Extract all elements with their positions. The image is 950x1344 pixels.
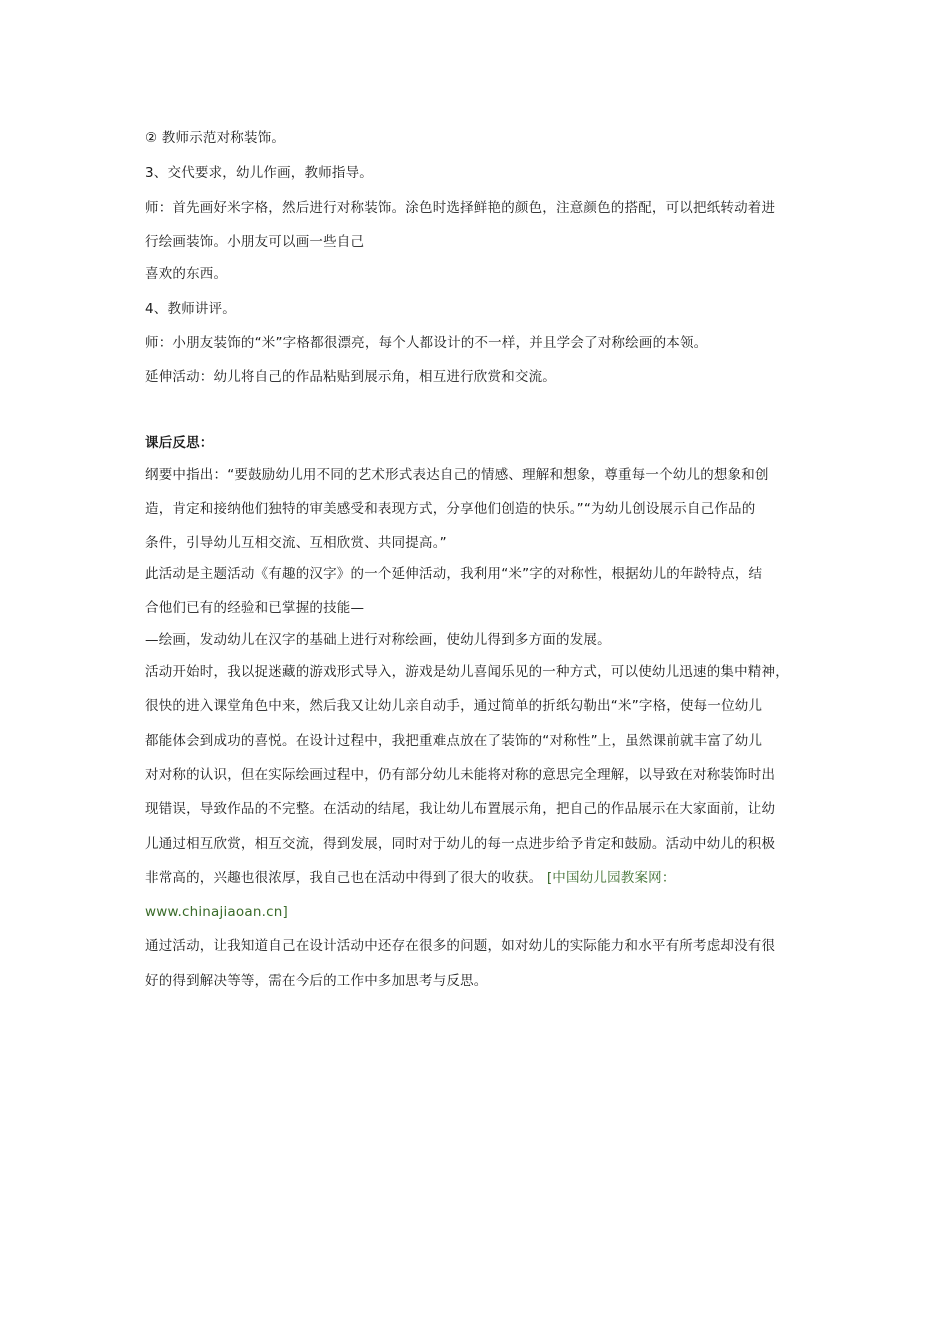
chinajiaoan-link-prefix[interactable]: [中国幼儿园教案网：: [546, 870, 676, 886]
chinajiaoan-link[interactable]: www.chinajiaoan.cn]: [145, 904, 288, 920]
reflection-title: 课后反思：: [145, 435, 214, 451]
reflection-paragraph-4-line-1: 通过活动，让我知道自己在设计活动中还存在很多的问题，如对幼儿的实际能力和水平有所考虑却没有很: [145, 938, 776, 954]
reflection-paragraph-1-line-1: 纲要中指出：“要鼓励幼儿用不同的艺术形式表达自己的情感、理解和想象，尊重每一个幼儿的想象和创: [145, 467, 769, 483]
reflection-paragraph-2-line-3: —绘画，发动幼儿在汉字的基础上进行对称绘画，使幼儿得到多方面的发展。: [145, 632, 611, 648]
reflection-paragraph-1-line-3: 条件，引导幼儿互相交流、互相欣赏、共同提高。”: [145, 535, 447, 551]
reflection-paragraph-3-line-3: 都能体会到成功的喜悦。在设计过程中，我把重难点放在了装饰的“对称性”上，虽然课前就丰富了幼儿: [145, 733, 763, 749]
reflection-paragraph-3-line-6: 儿通过相互欣赏，相互交流，得到发展，同时对于幼儿的每一点进步给予肯定和鼓励。活动中幼儿的积极: [145, 836, 776, 852]
reflection-paragraph-4-line-2: 好的得到解决等等，需在今后的工作中多加思考与反思。: [145, 973, 488, 989]
teacher-instruction-line-1: 师：首先画好米字格，然后进行对称装饰。涂色时选择鲜艳的颜色，注意颜色的搭配，可以把纸转动着进: [145, 200, 776, 216]
reflection-paragraph-2-line-2: 合他们已有的经验和已掌握的技能—: [145, 600, 365, 616]
teacher-instruction-line-2: 行绘画装饰。小朋友可以画一些自己: [145, 234, 365, 250]
reflection-paragraph-3-line-5: 现错误，导致作品的不完整。在活动的结尾，我让幼儿布置展示角，把自己的作品展示在大家面前，让幼: [145, 801, 776, 817]
step2-sub: ② 教师示范对称装饰。: [145, 130, 286, 146]
reflection-paragraph-3-line-2: 很快的进入课堂角色中来，然后我又让幼儿亲自动手，通过简单的折纸勾勒出“米”字格，使每一位幼儿: [145, 698, 763, 714]
reflection-paragraph-1-line-2: 造，肯定和接纳他们独特的审美感受和表现方式，分享他们创造的快乐。”“为幼儿创设展示自己作品的: [145, 501, 756, 517]
teacher-instruction-line-3: 喜欢的东西。: [145, 266, 228, 282]
extension-activity: 延伸活动：幼儿将自己的作品粘贴到展示角，相互进行欣赏和交流。: [145, 369, 556, 385]
reflection-paragraph-3-line-1: 活动开始时，我以捉迷藏的游戏形式导入，游戏是幼儿喜闻乐见的一种方式，可以使幼儿迅速的集中精神，: [145, 664, 789, 680]
step3-heading: 3、交代要求，幼儿作画，教师指导。: [145, 165, 373, 181]
step4-heading: 4、教师讲评。: [145, 301, 236, 317]
reflection-paragraph-2-line-1: 此活动是主题活动《有趣的汉字》的一个延伸活动，我利用“米”字的对称性，根据幼儿的年龄特点，结: [145, 566, 763, 582]
reflection-paragraph-3-line-7: [145, 870, 676, 886]
reflection-paragraph-3-line-7-text: 非常高的，兴趣也很浓厚，我自己也在活动中得到了很大的收获。: [145, 870, 543, 886]
reflection-paragraph-3-line-4: 对对称的认识，但在实际绘画过程中，仍有部分幼儿未能将对称的意思完全理解，以导致在对称装饰时出: [145, 767, 776, 783]
teacher-comment: 师：小朋友装饰的“米”字格都很漂亮，每个人都设计的不一样，并且学会了对称绘画的本领。: [145, 335, 708, 351]
